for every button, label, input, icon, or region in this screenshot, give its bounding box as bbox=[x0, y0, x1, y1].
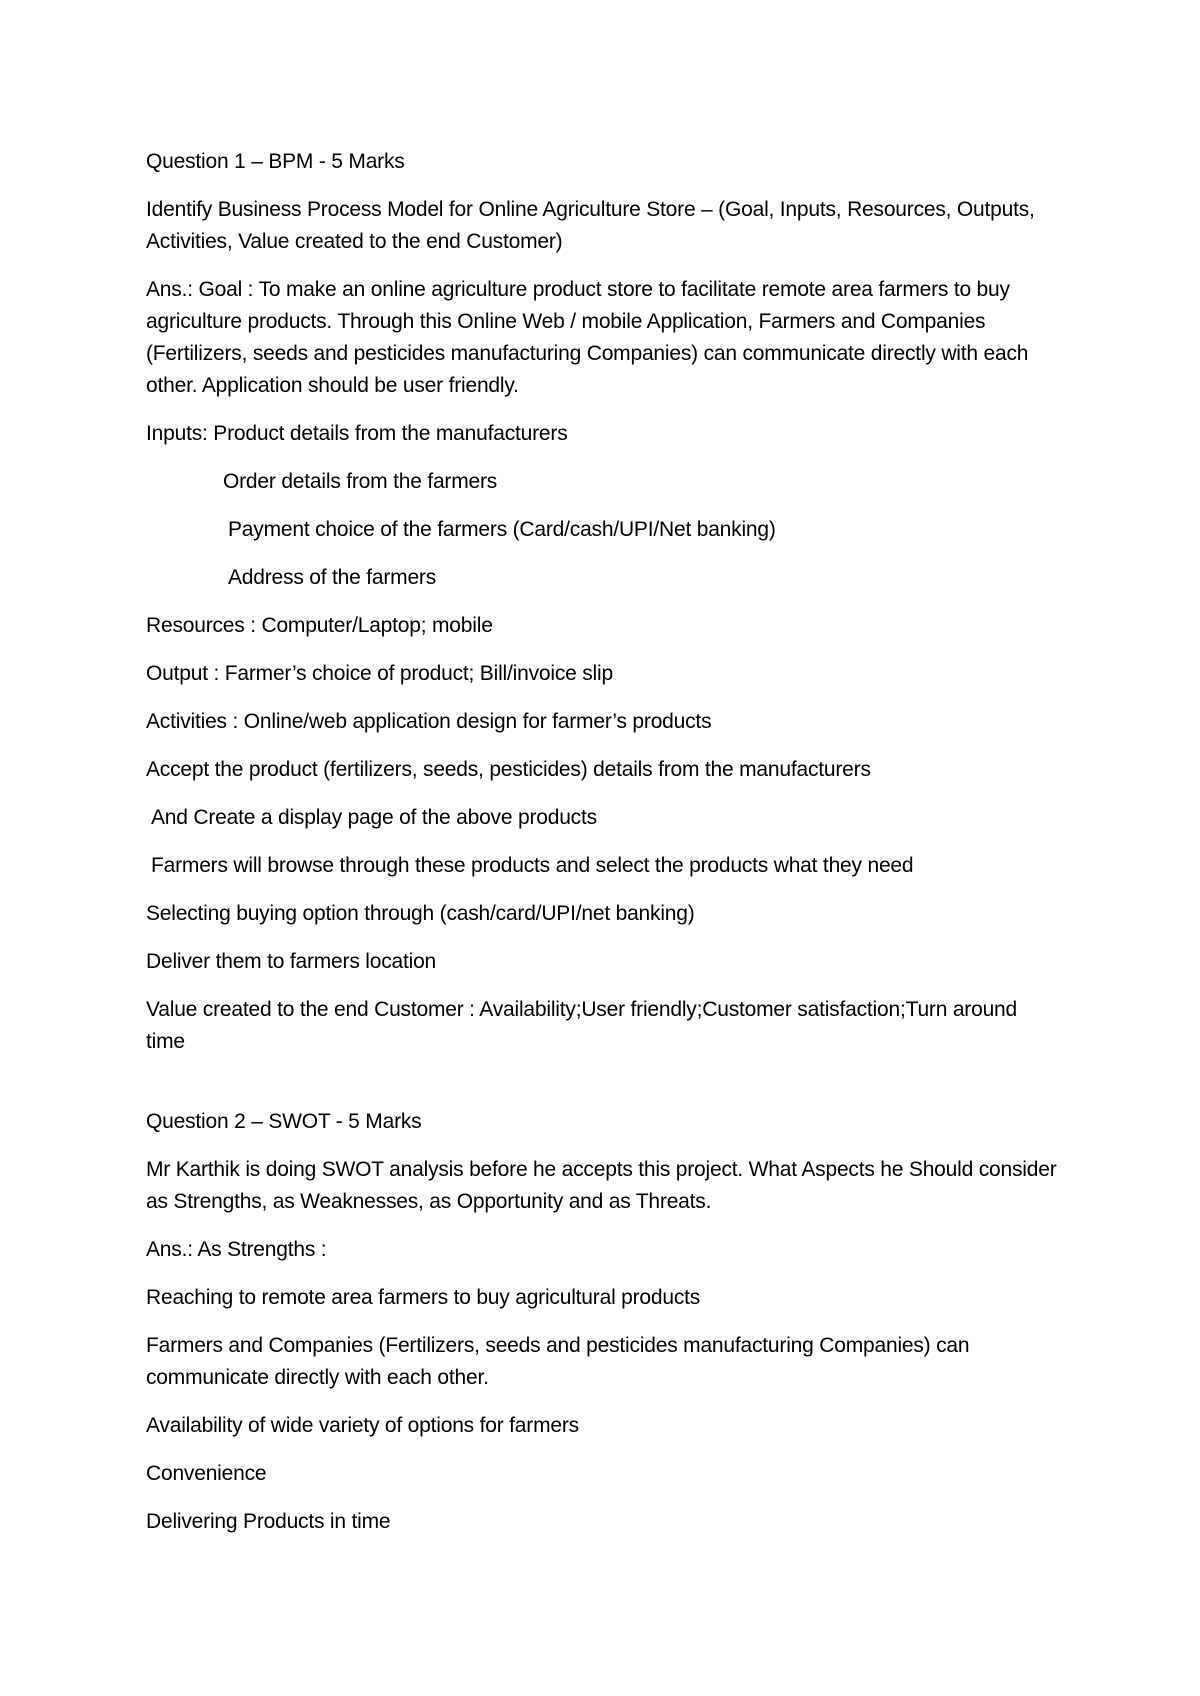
answer-resources: Resources : Computer/Laptop; mobile bbox=[146, 614, 493, 637]
question-1-prompt: Identify Business Process Model for Online Agriculture Store – (Goal, Inputs, Resources, Outputs, Activities, Value created to the end Customer) bbox=[146, 198, 1040, 253]
activity-select-buying-option: Selecting buying option through (cash/card/UPI/net banking) bbox=[146, 902, 695, 925]
strength-item: Delivering Products in time bbox=[146, 1510, 391, 1533]
activity-accept-products: Accept the product (fertilizers, seeds, pesticides) details from the manufacturers bbox=[146, 758, 871, 781]
document-body bbox=[146, 146, 1061, 1554]
question-2-heading: Question 2 – SWOT - 5 Marks bbox=[146, 1110, 422, 1133]
input-order-details: Order details from the farmers bbox=[223, 470, 498, 493]
input-payment-choice: Payment choice of the farmers (Card/cash/UPI/Net banking) bbox=[228, 518, 776, 541]
activity-browse-products: Farmers will browse through these products and select the products what they need bbox=[151, 854, 914, 877]
answer-goal: Ans.: Goal : To make an online agriculture product store to facilitate remote area farmers to buy agriculture products. Through this Online Web / mobile Application, Farmers and Companies (Fertilizers, seeds and pesticides manufacturing Companies) can communicate directly with each other. Application should be user friendly. bbox=[146, 278, 1034, 397]
strength-item: Reaching to remote area farmers to buy agricultural products bbox=[146, 1286, 701, 1309]
answer-value-created: Value created to the end Customer : Availability;User friendly;Customer satisfaction;Turn around time bbox=[146, 998, 1023, 1053]
question-1-heading: Question 1 – BPM - 5 Marks bbox=[146, 150, 405, 173]
question-2-prompt: Mr Karthik is doing SWOT analysis before he accepts this project. What Aspects he Should consider as Strengths, as Weaknesses, as Opportunity and as Threats. bbox=[146, 1158, 1063, 1213]
answer-inputs: Inputs: Product details from the manufacturers bbox=[146, 422, 568, 445]
activity-create-display: And Create a display page of the above products bbox=[151, 806, 597, 829]
strength-item: Convenience bbox=[146, 1462, 267, 1485]
input-address: Address of the farmers bbox=[228, 566, 437, 589]
answer-activities: Activities : Online/web application design for farmer’s products bbox=[146, 710, 712, 733]
activity-deliver: Deliver them to farmers location bbox=[146, 950, 437, 973]
strength-item: Farmers and Companies (Fertilizers, seeds and pesticides manufacturing Companies) can communicate directly with each other. bbox=[146, 1334, 976, 1389]
strength-item: Availability of wide variety of options for farmers bbox=[146, 1414, 579, 1437]
answer-strengths-heading: Ans.: As Strengths : bbox=[146, 1238, 327, 1261]
answer-output: Output : Farmer’s choice of product; Bill/invoice slip bbox=[146, 662, 613, 685]
